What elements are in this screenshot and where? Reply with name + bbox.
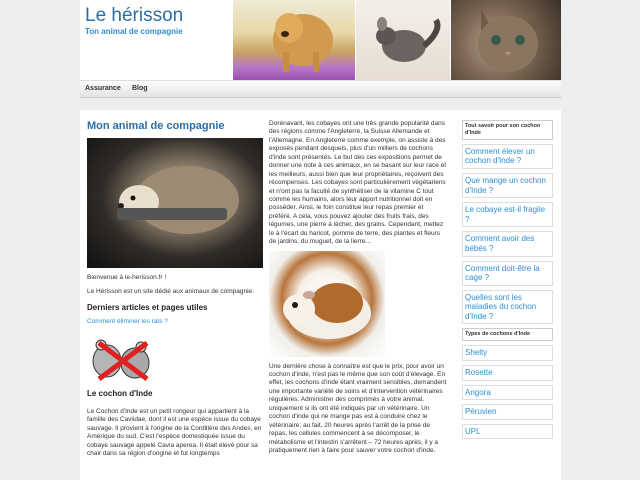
sidebar-link-fragile[interactable]: Le cobaye est-il fragile ? — [462, 202, 553, 227]
intro-text: Le Hérisson est un site dédié aux animaux de compagnie. — [87, 288, 254, 296]
sidebar-link-shelty[interactable]: Shelty — [462, 345, 553, 361]
sidebar-link-elever[interactable]: Comment élever un cochon d'Inde ? — [462, 144, 553, 169]
sidebar-heading-types: Types de cochons d'Inde — [462, 328, 553, 341]
sidebar-heading-guide: Tout savoir pour son cochon d'Inde — [462, 120, 553, 140]
recent-articles-heading: Derniers articles et pages utiles — [87, 302, 208, 312]
sidebar-link-cage[interactable]: Comment doit-être la cage ? — [462, 261, 553, 286]
header-chinchilla-image — [356, 0, 450, 80]
middle-column — [269, 120, 447, 455]
header-cat-image — [451, 0, 561, 80]
nav-item-blog[interactable]: Blog — [132, 85, 148, 92]
site-title[interactable]: Le hérisson — [85, 5, 184, 26]
sidebar-link-mange[interactable]: Que mange un cochon d'Inde ? — [462, 173, 553, 198]
sidebar-link-peruvien[interactable]: Péruvien — [462, 404, 553, 420]
page-title: Mon animal de compagnie — [87, 120, 225, 132]
sidebar-link-bebes[interactable]: Comment avoir des bébés ? — [462, 231, 553, 256]
guinea-pig-text-2: Une dernière chose à connaître est que le prix, pour avoir un cochon d'inde, n'est pas le même que son coût d'élevage. En effet, les cochons d'inde étant vraiment sensibles, demandent une importante variété de soins et d'intervention vétérinaires régulières. Administrer des comprimés à votre animal, uniquement si ils ont été indiqués par un vétérinaire. Un cochon d'inde qui ne mange pas est à conduire chez le vétérinaire; au fait, 20 heures après l'arrêt de la prise de repas, les cellules commencent à se décomposer, le métabolisme et l'intestin s'arrêtent – 72 heures après, il y a pratiquement rien à faire pour sauver votre cochon d'inde. — [269, 362, 447, 454]
sidebar-link-upl[interactable]: UPL — [462, 424, 553, 440]
site-subtitle: Ton animal de compagnie — [85, 27, 183, 36]
sidebar-link-angora[interactable]: Angora — [462, 385, 553, 401]
sidebar — [462, 120, 553, 439]
cobaye-heading: Le cochon d'Inde — [87, 388, 153, 398]
guinea-pig-text-1: Dorénavant, les cobayes ont une très grande popularité dans des régions comme l'Angleterre, la Suisse Allemande et l'Allemagne. En Angleterre comme exemple, on assiste à des exposés pendant desquels, plus d'un milliers de cochons d'inde sont présentés. Le but des ces expositions permet de donner une note à ces animaux, en se basant sur leur race et les meilleurs, aussi bien que leur propriétaires, reçoivent des récompenses. Les cobayes sont particulièrement végétariens et n'ont pas la faculté de synthétiser de la vitamine C tout comme les humains, alors leur apport nutritionnel doit en posséder. Ainsi, le foin constitue leur repas premier et préféré. A cela, vous pouvez ajouter des fruits frais, des légumes, une pierre à lécher, des grains. Cependant, mettez le à l'écart du haricot, pomme de terre, des plantes et fleurs de jardins, du muguet, de la lierre... — [269, 120, 447, 246]
nav-item-assurance[interactable]: Assurance — [85, 85, 121, 92]
welcome-text: Bienvenue à le-herisson.fr ! — [87, 274, 167, 281]
header-dog-image — [233, 0, 355, 80]
sidebar-link-rosette[interactable]: Rosette — [462, 365, 553, 381]
main-nav — [80, 80, 561, 98]
content-area — [80, 110, 561, 480]
rats-image[interactable] — [87, 331, 159, 383]
main-column — [87, 120, 263, 459]
link-eliminate-rats[interactable]: Comment éliminer les rats ? — [87, 317, 168, 325]
site-header — [80, 0, 561, 80]
guinea-pig-image — [269, 251, 385, 357]
sidebar-link-maladies[interactable]: Quelles sont les maladies du cochon d'Inde ? — [462, 290, 553, 325]
hedgehog-image — [87, 138, 263, 268]
cobaye-text: Le Cochon d'Inde est un petit rongeur qui appartient à la famille des Caviidae, dont il est une espèce issue du cobaye sauvage. Il provient à l'origine de la Cordillère des Andes, en Amérique du sud. C'est l'espèce domestiquée issue du cobaye sauvage appelé Cavia aperea. Il était élevé pour sa chair dans sa région d'origine et fut longtemps — [87, 407, 262, 458]
